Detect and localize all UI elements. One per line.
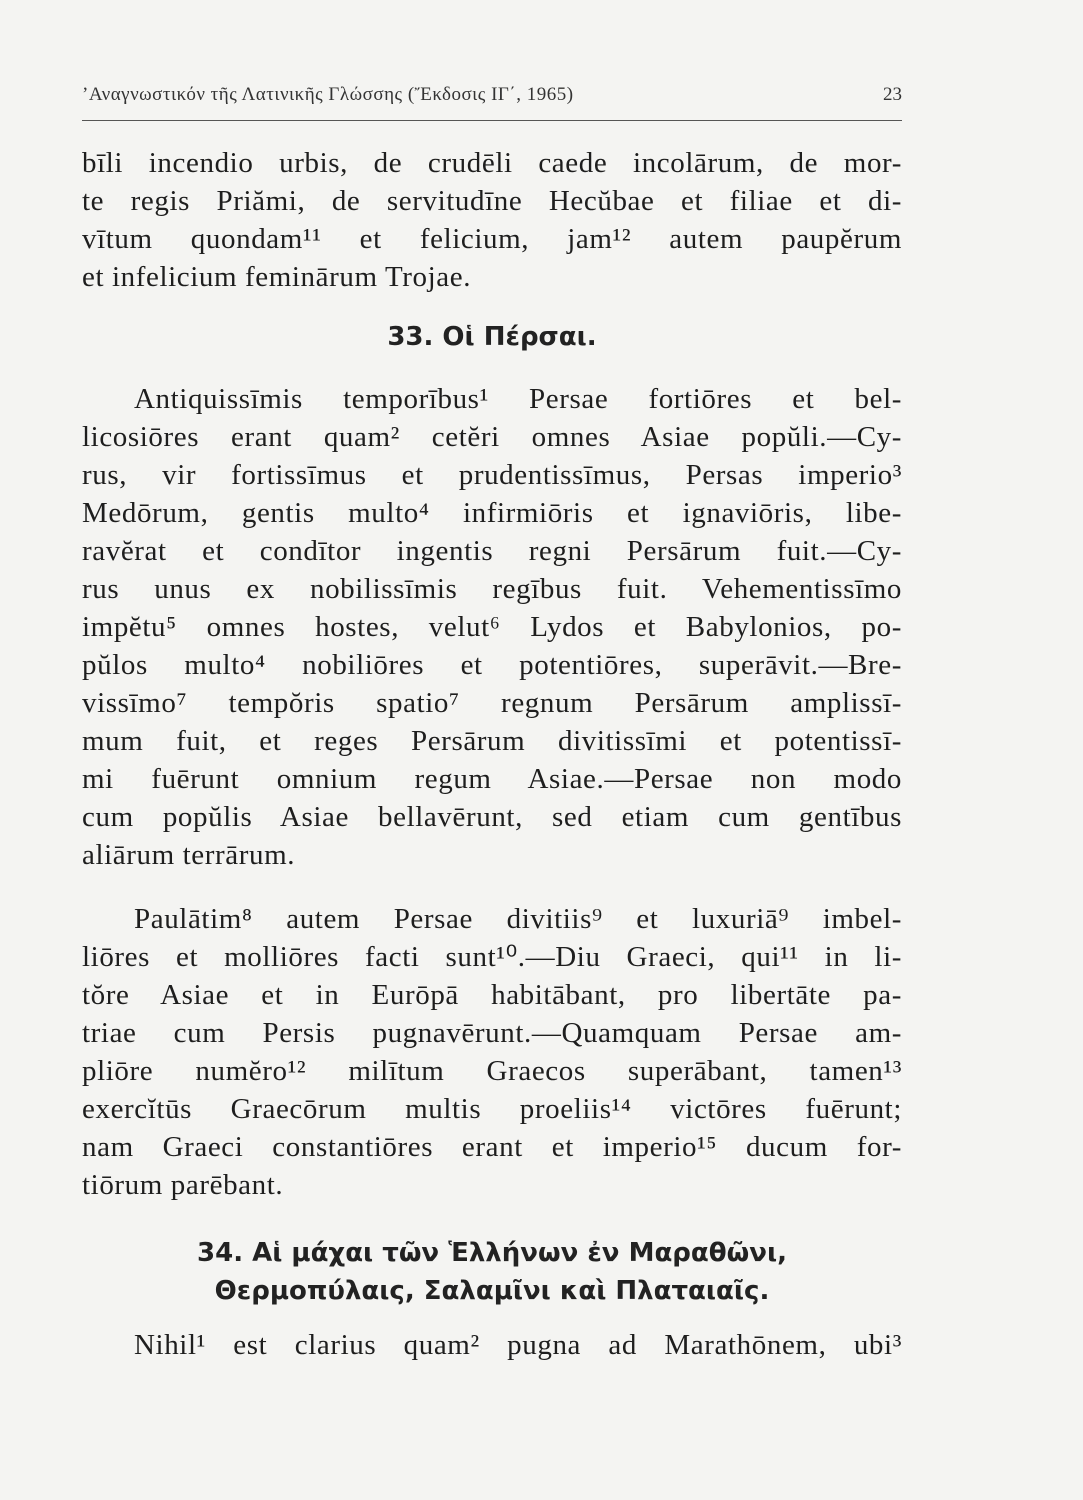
section-33-paragraph-1 [82,380,902,874]
text-line: Antiquissīmis temporībus¹ Persae fortiōres et bel- [134,383,902,415]
page-number: 23 [883,84,902,105]
text-line: vissīmo⁷ tempŏris spatio⁷ regnum Persārum amplissī- [82,687,902,719]
text-line: pŭlos multo⁴ nobiliōres et potentiōres, superāvit.—Bre- [82,649,902,681]
text-line: exercĭtūs Graecōrum multis proeliis¹⁴ victōres fuērunt; [82,1093,902,1125]
text-line: Medōrum, gentis multo⁴ infirmiōris et ignaviōris, libe- [82,497,902,529]
text-line: impĕtu⁵ omnes hostes, velut⁶ Lydos et Babylonios, po- [82,611,902,643]
text-line: ravĕrat et condītor ingentis regni Persārum fuit.—Cy- [82,535,902,567]
section-33-paragraph-2 [82,900,902,1204]
text-line: aliārum terrārum. [82,839,296,871]
text-line: te regis Priămi, de servitudīne Hecŭbae et filiae et di- [82,185,902,217]
text-line: cum popŭlis Asiae bellavērunt, sed etiam cum gentībus [82,801,902,833]
text-line: nam Graeci constantiōres erant et imperio¹⁵ ducum for- [82,1131,902,1163]
text-line: et infelicium feminārum Trojae. [82,261,472,293]
section-title-line: 34. Αἱ μάχαι τῶν Ἑλλήνων ἐν Μαραθῶνι, [197,1238,787,1268]
text-line: mum fuit, et reges Persārum divitissīmi et potentissī- [82,725,902,757]
section-title: 33. Οἱ Πέρσαι. [387,322,597,352]
text-line: Nihil¹ est clarius quam² pugna ad Marathōnem, ubi³ [134,1329,902,1361]
text-line: licosiōres erant quam² cetĕri omnes Asiae popŭli.—Cy- [82,421,902,453]
section-34-heading [82,1234,902,1310]
text-line: tiōrum parēbant. [82,1169,284,1201]
text-line: rus, vir fortissīmus et prudentissīmus, Persas imperio³ [82,459,902,491]
section-33-heading [82,318,902,356]
running-head: ’Αναγνωστικόν τῆς Λατινικῆς Γλώσσης (Ἔκδοσις ΙΓ΄, 1965) [82,84,574,105]
text-line: triae cum Persis pugnavērunt.—Quamquam Persae am- [82,1017,902,1049]
text-line: tŏre Asiae et in Eurōpā habitābant, pro libertāte pa- [82,979,902,1011]
section-34-paragraph-1 [82,1326,902,1364]
text-line: vītum quondam¹¹ et felicium, jam¹² autem paupĕrum [82,223,902,255]
text-line: mi fuērunt omnium regum Asiae.—Persae non modo [82,763,902,795]
continuation-paragraph [82,144,902,296]
header-rule [82,120,902,121]
text-line: liōres et molliōres facti sunt¹⁰.—Diu Graeci, qui¹¹ in li- [82,941,902,973]
section-title-line: Θερμοπύλαις, Σαλαμῖνι καὶ Πλαταιαῖς. [214,1276,770,1306]
text-line: pliōre numĕro¹² milītum Graecos superābant, tamen¹³ [82,1055,902,1087]
text-line: bīli incendio urbis, de crudēli caede incolārum, de mor- [82,147,902,179]
text-line: Paulātim⁸ autem Persae divitiis⁹ et luxuriā⁹ imbel- [134,903,902,935]
text-line: rus unus ex nobilissīmis regībus fuit. Vehementissīmo [82,573,902,605]
